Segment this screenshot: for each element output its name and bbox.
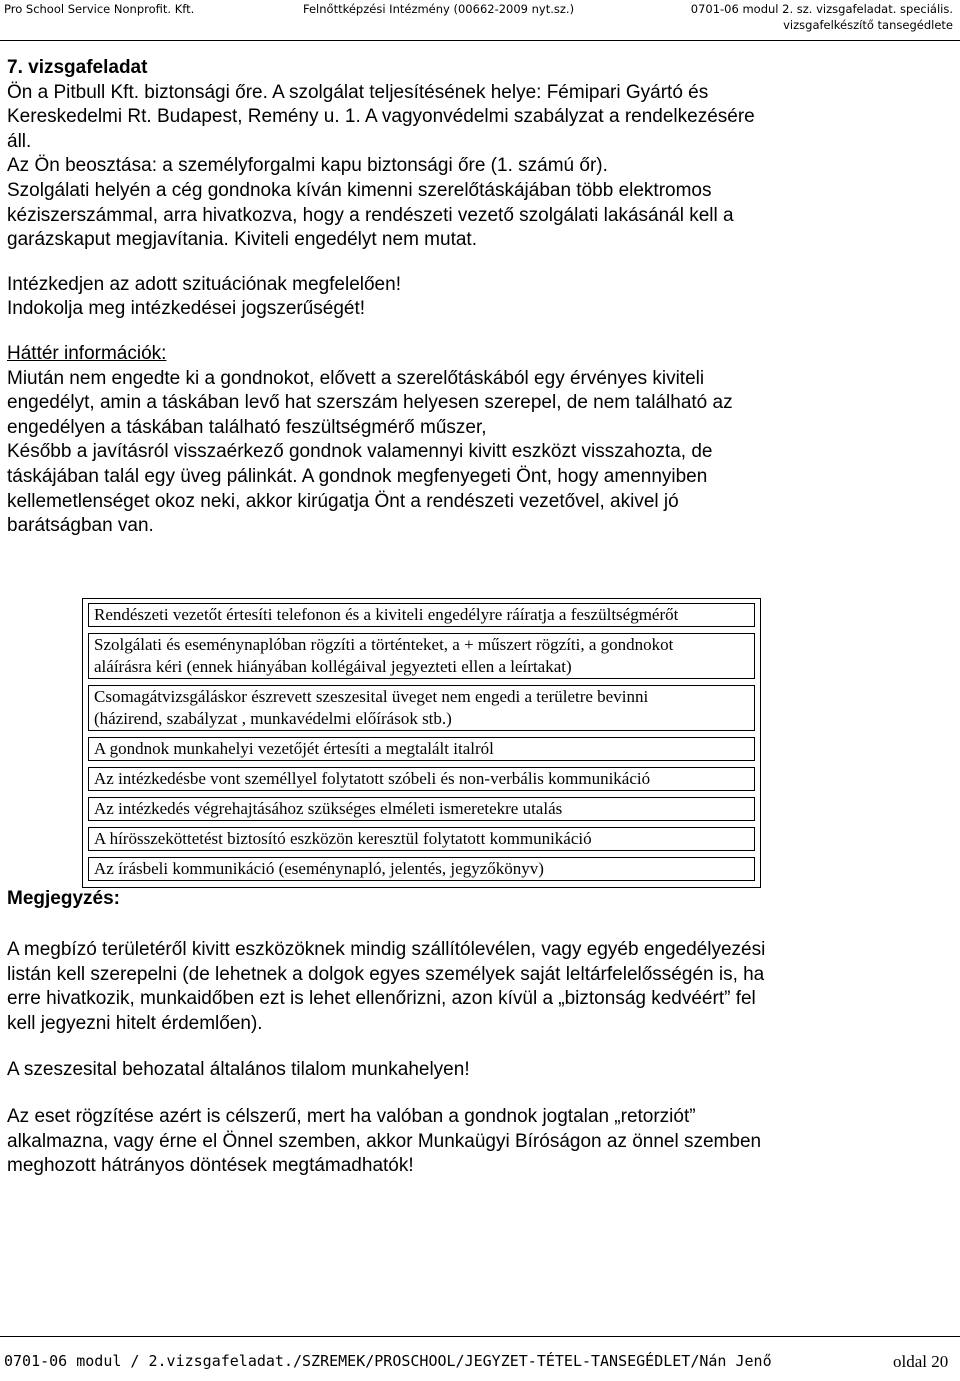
answer-row-line: Szolgálati és eseménynaplóban rögzíti a történteket, a + műszert rögzíti, a gondnokot [94,635,674,654]
header-org: Pro School Service Nonprofit. Kft. [4,2,195,16]
note-section [7,938,869,1179]
header-module: 0701-06 modul 2. sz. vizsgafeladat. speciális. [690,2,953,16]
task-title: 7. vizsgafeladat [7,57,148,78]
footer-divider [0,1336,960,1337]
header-module-subtitle: vizsgafelkészítő tansegédlete [783,18,953,32]
answer-row [88,603,755,627]
intro-line: Az Ön beosztása: a személyforgalmi kapu biztonsági őre (1. számú őr). [7,155,608,177]
background-heading: Háttér információk: [7,342,167,364]
intro-line: Ön a Pitbull Kft. biztonsági őre. A szolgálat teljesítésének helye: Fémipari Gyártó és [7,81,709,103]
intro-line: Kereskedelmi Rt. Budapest, Remény u. 1. A vagyonvédelmi szabályzat a rendelkezésére [7,106,755,128]
header-divider [0,40,960,41]
answer-row [88,737,755,761]
note-line: erre hivatkozik, munkaidőben ezt is lehet ellenőrizni, azon kívül a „biztonság kedvéért” fel [7,988,756,1010]
situation-line: kéziszerszámmal, arra hivatkozva, hogy a rendészeti vezető szolgálati lakásánál kell a [7,204,734,226]
alcohol-ban-note: A szeszesital behozatal általános tilalom munkahelyen! [7,1059,470,1081]
note-line: kell jegyezni hitelt érdemlően). [7,1012,263,1034]
answer-row [88,857,755,881]
background-line: barátságban van. [7,515,154,537]
instruction-justify: Indokolja meg intézkedései jogszerűségét! [7,298,366,320]
answer-row-line: aláírásra kéri (ennek hiányában kollégáival jegyezteti ellen a leírtakat) [94,657,572,676]
answer-row [88,767,755,791]
note-line: alkalmazna, vagy érne el Önnel szemben, akkor Munkaügyi Bíróságon az önnel szemben [7,1130,762,1152]
note-line: listán kell szerepelni (de lehetnek a dolgok egyes személyek saját leltárfelelősségén is, ha [7,963,765,985]
footer-path: 0701-06 modul / 2.vizsgafeladat./SZREMEK/PROSCHOOL/JEGYZET-TÉTEL-TANSEGÉDLET/Nán Jenő [4,1352,772,1370]
answer-box [82,598,761,888]
note-label: Megjegyzés: [7,888,120,909]
answer-row [88,633,755,679]
answer-row [88,797,755,821]
situation-line: Szolgálati helyén a cég gondnoka kíván kimenni szerelőtáskájában több elektromos [7,179,712,201]
background-line: táskájában talál egy üveg pálinkát. A gondnok megfenyegeti Önt, hogy amennyiben [7,465,708,487]
answer-row [88,685,755,731]
page-number: oldal 20 [893,1352,949,1371]
task-section [7,56,869,539]
background-line: engedélyen a táskában található feszültségmérő műszer, [7,416,487,438]
answer-row-line: Csomagátvizsgáláskor észrevett szeszesital üveget nem engedi a területre bevinni [94,687,649,706]
answer-row-line: Rendészeti vezetőt értesíti telefonon és a kiviteli engedélyre ráíratja a feszültségmérőt [94,605,679,624]
header-institute: Felnőttképzési Intézmény (00662-2009 nyt.sz.) [303,2,575,16]
note-line: meghozott hátrányos döntések megtámadhatók! [7,1155,414,1177]
answer-row-line: A gondnok munkahelyi vezetőjét értesíti a megtalált italról [94,739,494,758]
answer-row-line: A hírösszeköttetést biztosító eszközön keresztül folytatott kommunikáció [94,829,592,848]
background-line: engedélyt, amin a táskában levő hat szerszám helyesen szerepel, de nem található az [7,392,733,414]
note-line: Az eset rögzítése azért is célszerű, mert ha valóban a gondnok jogtalan „retorziót” [7,1105,696,1127]
note-line: A megbízó területéről kivitt eszközöknek mindig szállítólevélen, vagy egyéb engedélyezési [7,939,766,960]
page-footer [0,1336,960,1381]
background-line: kellemetlenséget okoz neki, akkor kirúgatja Önt a rendészeti vezetővel, akivel jó [7,490,679,512]
instruction-act: Intézkedjen az adott szituációnak megfelelően! [7,273,401,295]
answer-row-line: (házirend, szabályzat , munkavédelmi előírások stb.) [94,709,452,728]
answer-row-line: Az intézkedés végrehajtásához szükséges elméleti ismeretekre utalás [94,799,563,818]
answer-row-line: Az intézkedésbe vont személlyel folytatott szóbeli és non-verbális kommunikáció [94,769,651,788]
background-line: Miután nem engedte ki a gondnokot, elővett a szerelőtáskából egy érvényes kiviteli [7,367,705,389]
page-header [0,0,960,44]
background-line: Később a javításról visszaérkező gondnok valamennyi kivitt eszközt visszahozta, de [7,441,713,463]
intro-line: áll. [7,130,32,152]
situation-line: garázskaput megjavítania. Kiviteli engedélyt nem mutat. [7,229,477,251]
answer-row-line: Az írásbeli kommunikáció (eseménynapló, jelentés, jegyzőkönyv) [94,859,544,878]
answer-row [88,827,755,851]
